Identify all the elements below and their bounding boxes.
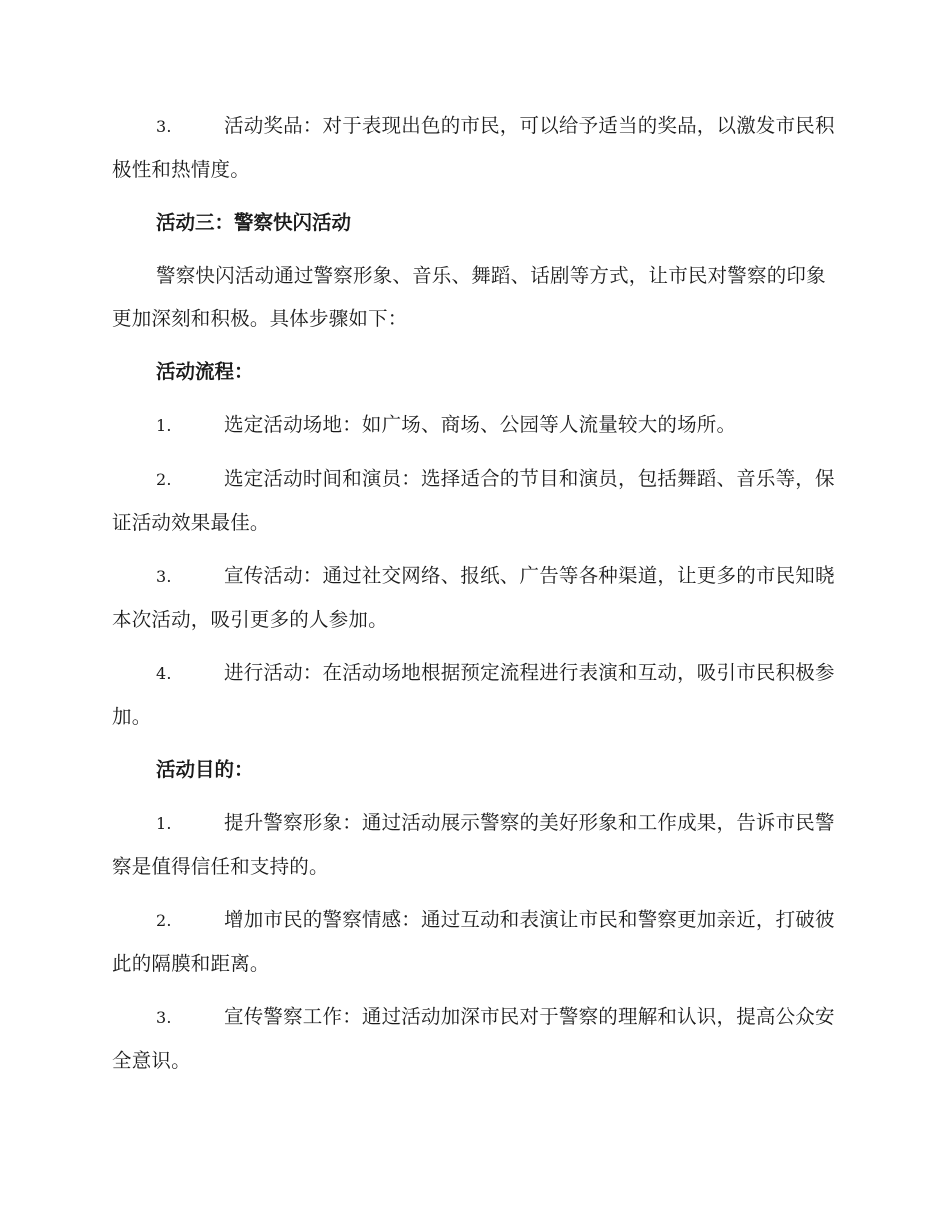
list-item: [112, 651, 838, 738]
list-text: 活动奖品：对于表现出色的市民，可以给予适当的奖品，以激发市民积极性和热情度。: [112, 114, 835, 181]
paragraph: 警察快闪活动通过警察形象、音乐、舞蹈、话剧等方式，让市民对警察的印象更加深刻和积极。具体步骤如下：: [112, 264, 826, 330]
list-item: [112, 995, 838, 1082]
section-heading: 活动目的：: [156, 758, 254, 781]
list-number: 1.: [156, 814, 172, 833]
section-heading: 活动三：警察快闪活动: [156, 211, 352, 234]
list-item: [112, 801, 838, 888]
list-text: 选定活动时间和演员：选择适合的节目和演员，包括舞蹈、音乐等，保证活动效果最佳。: [112, 467, 835, 534]
list-number: 4.: [156, 664, 172, 683]
list-text: 宣传活动：通过社交网络、报纸、广告等各种渠道，让更多的市民知晓本次活动，吸引更多的人参加。: [112, 564, 835, 631]
list-number: 3.: [156, 567, 172, 586]
list-number: 2.: [156, 470, 172, 489]
list-item: [112, 898, 838, 985]
section-heading: 活动流程：: [156, 360, 254, 383]
list-item: [112, 554, 838, 641]
list-item: [112, 403, 838, 447]
list-text: 增加市民的警察情感：通过互动和表演让市民和警察更加亲近，打破彼此的隔膜和距离。: [112, 908, 835, 975]
list-text: 选定活动场地：如广场、商场、公园等人流量较大的场所。: [224, 413, 737, 436]
list-text: 宣传警察工作：通过活动加深市民对于警察的理解和认识，提高公众安全意识。: [112, 1005, 835, 1072]
list-number: 3.: [156, 117, 172, 136]
list-number: 3.: [156, 1008, 172, 1027]
list-item: [112, 104, 838, 191]
list-number: 2.: [156, 911, 172, 930]
list-text: 提升警察形象：通过活动展示警察的美好形象和工作成果，告诉市民警察是值得信任和支持的。: [112, 811, 835, 878]
list-number: 1.: [156, 416, 172, 435]
list-item: [112, 457, 838, 544]
list-text: 进行活动：在活动场地根据预定流程进行表演和互动，吸引市民积极参加。: [112, 661, 835, 728]
document-page: [112, 104, 838, 1082]
